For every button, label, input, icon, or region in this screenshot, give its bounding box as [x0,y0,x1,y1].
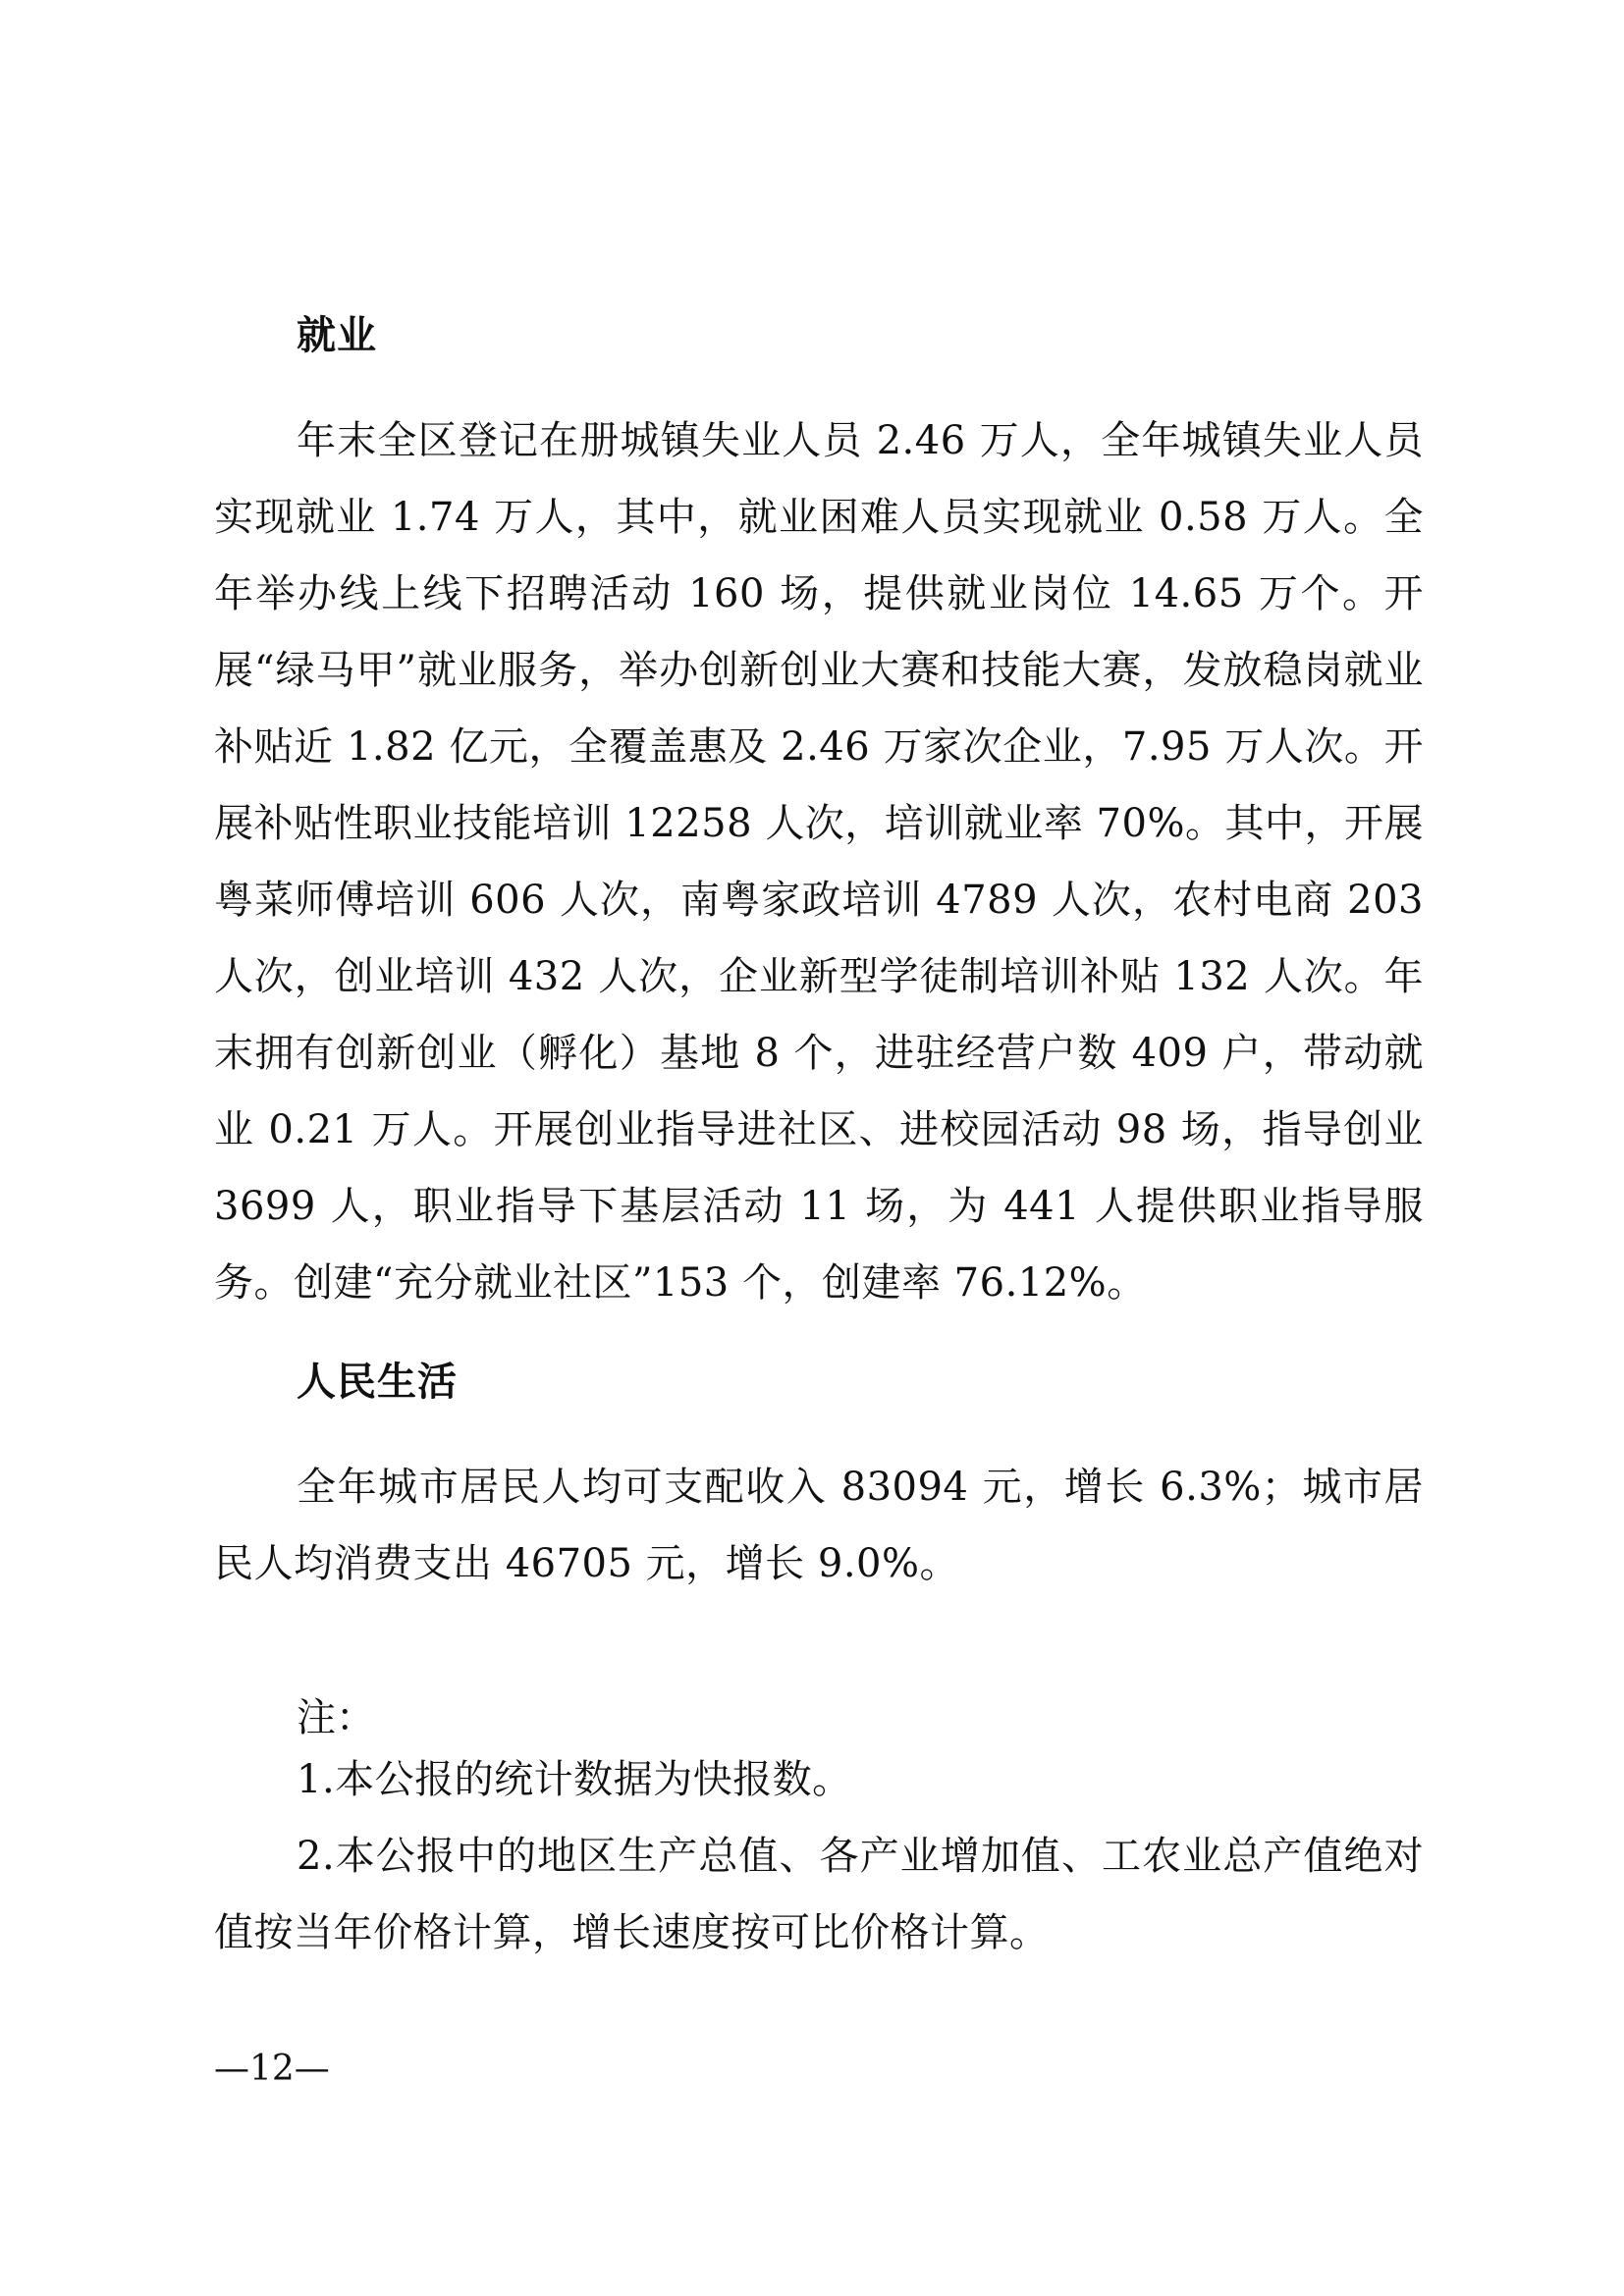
living-paragraph: 全年城市居民人均可支配收入 83094 元，增长 6.3%；城市居民人均消费支出 46705 元，增长 9.0%。 [214,1465,1424,1586]
page-number: —12— [214,2049,330,2089]
note-item-1: 1.本公报的统计数据为快报数。 [297,1757,852,1802]
section-heading-employment: 就业 [297,313,377,358]
document-page [214,0,1424,2296]
section-heading-living: 人民生活 [297,1360,458,1405]
note-item-2: 2.本公报中的地区生产总值、各产业增加值、工农业总产值绝对值按当年价格计算，增长速度按可比价格计算。 [214,1834,1424,1955]
employment-paragraph: 年末全区登记在册城镇失业人员 2.46 万人，全年城镇失业人员实现就业 1.74 万人，其中，就业困难人员实现就业 0.58 万人。全年举办线上线下招聘活动 160 场，提供就业岗位 14.65 万个。开展“绿马甲”就业服务，举办创新创业大赛和技能大赛，发放稳岗就业补贴近 1.82 亿元，全覆盖惠及 2.46 万家次企业，7.95 万人次。开展补贴性职业技能培训 12258 人次，培训就业率 70%。其中，开展粤菜师傅培训 606 人次，南粤家政培训 4789 人次，农村电商 203 人次，创业培训 432 人次，企业新型学徒制培训补贴 132 人次。年末拥有创新创业（孵化）基地 8 个，进驻经营户数 409 户，带动就业 0.21 万人。开展创业指导进社区、进校园活动 98 场，指导创业 3699 人，职业指导下基层活动 11 场，为 441 人提供职业指导服务。创建“充分就业社区”153 个，创建率 76.12%。 [214,418,1424,1306]
notes-label: 注： [297,1695,375,1740]
